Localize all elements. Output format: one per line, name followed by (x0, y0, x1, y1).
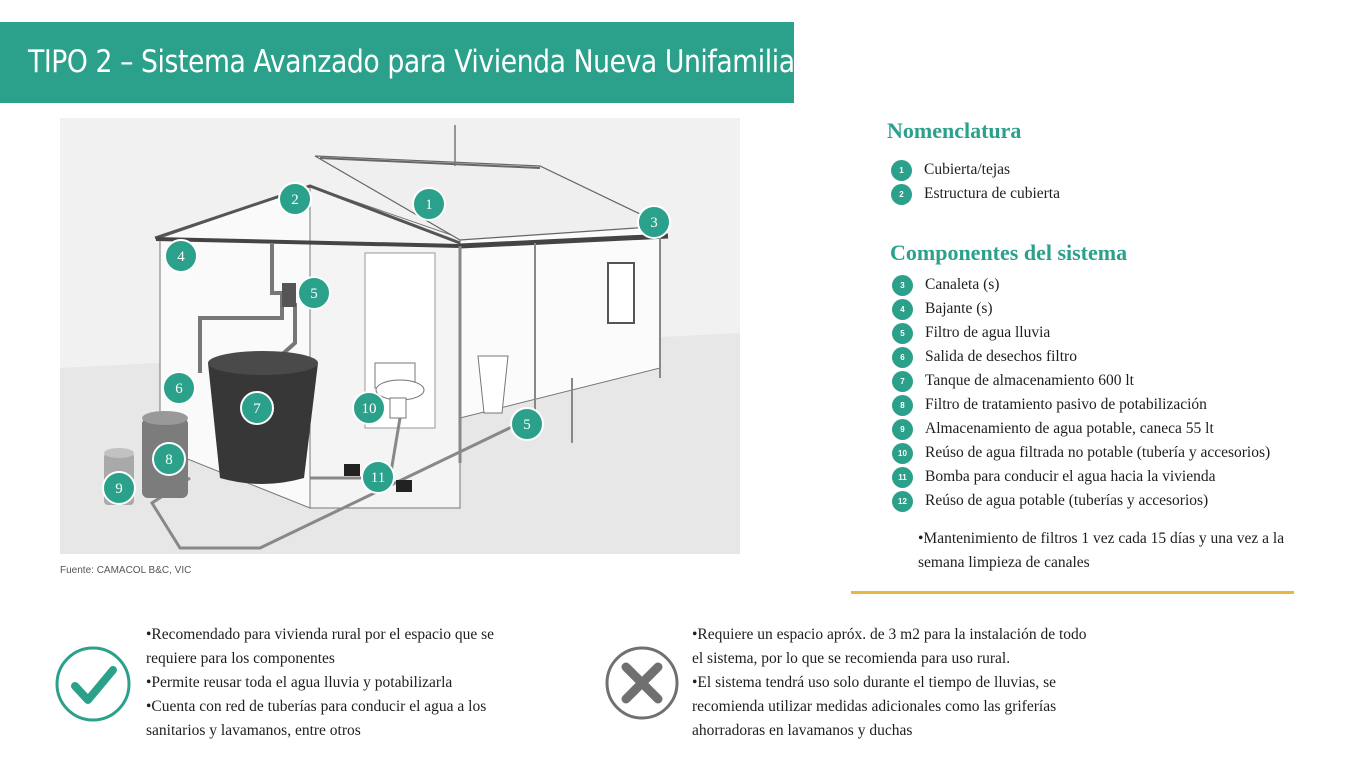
number-badge: 3 (892, 275, 913, 296)
number-badge: 9 (892, 419, 913, 440)
text-line: •El sistema tendrá uso solo durante el tiempo de lluvias, se (692, 674, 1057, 691)
divider-line (851, 591, 1294, 594)
callout-marker (362, 461, 394, 493)
callout-marker (153, 443, 185, 475)
callout-marker (298, 277, 330, 309)
text-line: recomienda utilizar medidas adicionales como las griferías (692, 698, 1057, 715)
text-line: ahorradoras en lavamanos y duchas (692, 722, 913, 739)
number-badge: 6 (892, 347, 913, 368)
callout-number: 11 (370, 470, 386, 486)
callout-marker (638, 206, 670, 238)
number-badge: 5 (892, 323, 913, 344)
callout-number: 4 (177, 249, 185, 265)
list-item-text: Reúso de agua potable (tuberías y accesorios) (925, 492, 1209, 509)
pros-list (146, 623, 494, 743)
number-badge: 4 (892, 299, 913, 320)
list-item (892, 321, 1270, 345)
number-badge: 10 (892, 443, 913, 464)
list-item (892, 273, 1270, 297)
nomenclature-heading: Nomenclatura (887, 118, 1022, 143)
text-line: •Requiere un espacio apróx. de 3 m2 para la instalación de todo (692, 626, 1087, 643)
list-item (892, 393, 1270, 417)
number-badge: 2 (891, 184, 912, 205)
list-item-text: Cubierta/tejas (924, 161, 1011, 178)
callout-marker (279, 183, 311, 215)
callout-number: 8 (165, 452, 173, 468)
callout-marker (353, 392, 385, 424)
source-caption: Fuente: CAMACOL B&C, VIC (60, 565, 192, 576)
house-system-illustration (60, 118, 740, 554)
number-badge: 7 (892, 371, 913, 392)
list-item-text: Bajante (s) (925, 300, 993, 317)
callout-number: 6 (175, 381, 183, 397)
components-heading: Componentes del sistema (890, 240, 1128, 265)
number-badge: 12 (892, 491, 913, 512)
number-badge: 8 (892, 395, 913, 416)
list-item (892, 369, 1270, 393)
callout-marker (163, 372, 195, 404)
list-item-text: Reúso de agua filtrada no potable (tubería y accesorios) (925, 444, 1271, 461)
list-item-text: Canaleta (s) (925, 276, 1000, 293)
callout-marker (103, 472, 135, 504)
list-item (891, 182, 1060, 206)
components-list (892, 273, 1270, 513)
cons-list (692, 623, 1087, 743)
title-banner (0, 22, 806, 103)
text-line: requiere para los componentes (146, 650, 335, 667)
list-item (891, 158, 1060, 182)
page-title: TIPO 2 – Sistema Avanzado para Vivienda Nueva Unifamiliar (28, 44, 806, 80)
callout-marker (413, 188, 445, 220)
list-item (892, 297, 1270, 321)
callout-number: 1 (425, 197, 433, 213)
list-item (892, 489, 1270, 513)
text-line: sanitarios y lavamanos, entre otros (146, 722, 361, 739)
text-line: •Cuenta con red de tuberías para conducir el agua a los (146, 698, 487, 715)
callout-marker (165, 240, 197, 272)
list-item-text: Bomba para conducir el agua hacia la vivienda (925, 468, 1216, 485)
number-badge: 1 (891, 160, 912, 181)
callout-number: 7 (253, 401, 261, 417)
callout-number: 3 (650, 215, 658, 231)
maintenance-note: •Mantenimiento de filtros 1 vez cada 15 días y una vez a la semana limpieza de canales (918, 530, 1285, 571)
nomenclature-list (891, 158, 1060, 206)
text-line: •Recomendado para vivienda rural por el espacio que se (146, 626, 495, 643)
list-item-text: Filtro de agua lluvia (925, 324, 1051, 341)
list-item-text: Filtro de tratamiento pasivo de potabilización (925, 396, 1207, 413)
list-item (892, 417, 1270, 441)
list-item-text: Almacenamiento de agua potable, caneca 55 lt (925, 420, 1214, 437)
check-circle-icon (53, 644, 133, 724)
text-line: •Permite reusar toda el agua lluvia y potabilizarla (146, 674, 453, 691)
list-item (892, 441, 1270, 465)
callout-marker (241, 392, 273, 424)
list-item-text: Salida de desechos filtro (925, 348, 1077, 365)
x-circle-icon (603, 644, 681, 722)
list-item (892, 345, 1270, 369)
callout-number: 2 (291, 192, 299, 208)
callout-number: 5 (523, 417, 531, 433)
callout-number: 9 (115, 481, 123, 497)
text-line: el sistema, por lo que se recomienda para uso rural. (692, 650, 1011, 667)
number-badge: 11 (892, 467, 913, 488)
list-item-text: Estructura de cubierta (924, 185, 1060, 202)
callout-number: 10 (361, 401, 377, 417)
callout-marker (511, 408, 543, 440)
callout-number: 5 (310, 286, 318, 302)
list-item (892, 465, 1270, 489)
list-item-text: Tanque de almacenamiento 600 lt (925, 372, 1134, 389)
